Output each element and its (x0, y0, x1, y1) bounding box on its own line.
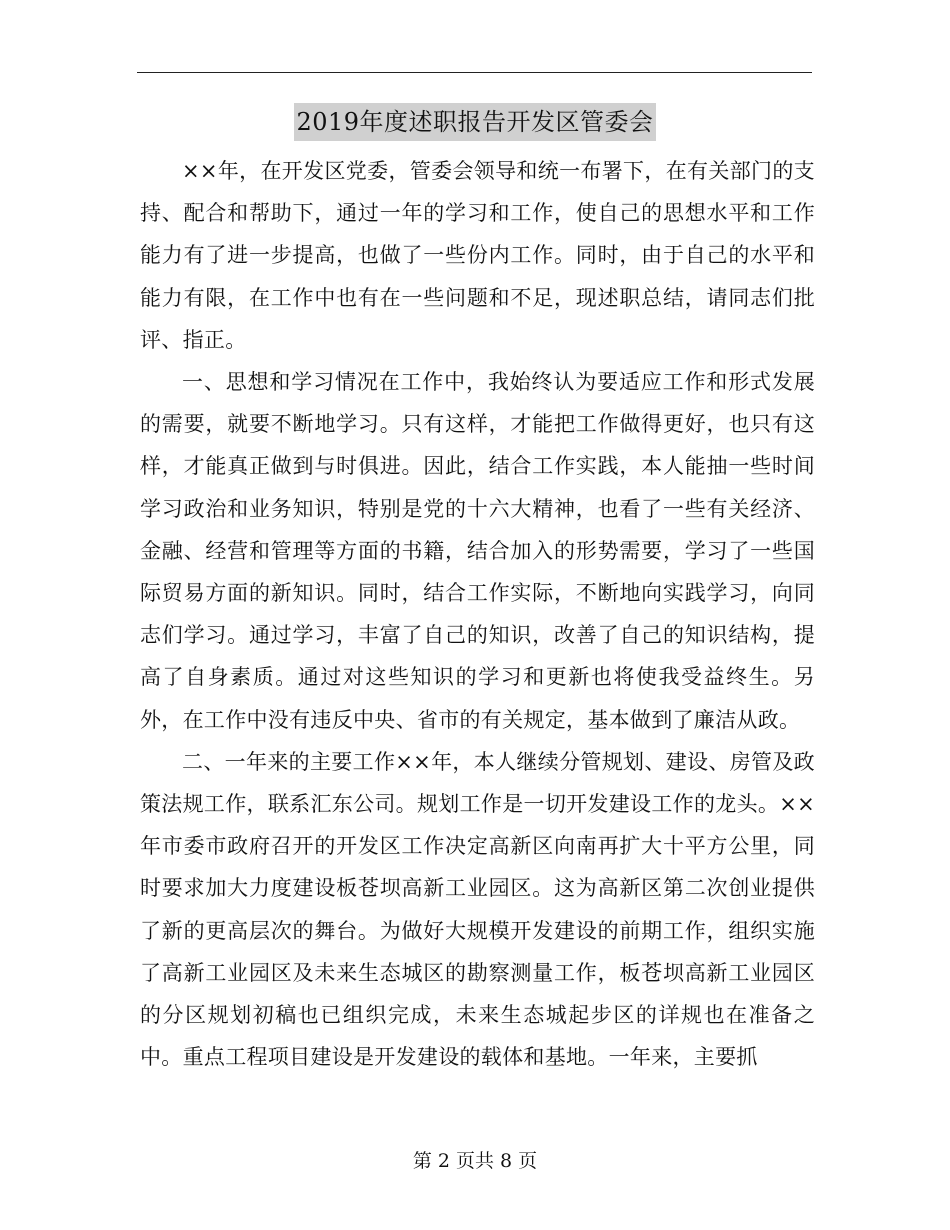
document-body (140, 150, 815, 1078)
page-footer: 第 2 页共 8 页 (412, 1150, 538, 1172)
title-container (0, 103, 950, 141)
paragraph-intro: ××年，在开发区党委，管委会领导和统一布署下，在有关部门的支持、配合和帮助下，通过一年的学习和工作，使自己的思想水平和工作能力有了进一步提高，也做了一些份内工作。同时，由于自己的水平和能力有限，在工作中也有在一些问题和不足，现述职总结，请同志们批评、指正。 (140, 159, 815, 352)
document-title: 2019年度述职报告开发区管委会 (294, 103, 655, 141)
paragraph-work: 二、一年来的主要工作××年，本人继续分管规划、建设、房管及政策法规工作，联系汇东公司。规划工作是一切开发建设工作的龙头。××年市委市政府召开的开发区工作决定高新区向南再扩大十平方公里，同时要求加大力度建设板苍坝高新工业园区。这为高新区第二次创业提供了新的更高层次的舞台。为做好大规模开发建设的前期工作，组织实施了高新工业园区及未来生态城区的勘察测量工作，板苍坝高新工业园区的分区规划初稿也已组织完成，未来生态城起步区的详规也在准备之中。重点工程项目建设是开发建设的载体和基地。一年来，主要抓 (140, 749, 815, 1070)
header-rule (137, 72, 812, 73)
paragraph-study: 一、思想和学习情况在工作中，我始终认为要适应工作和形式发展的需要，就要不断地学习。只有这样，才能把工作做得更好，也只有这样，才能真正做到与时俱进。因此，结合工作实践，本人能抽一些时间学习政治和业务知识，特别是党的十六大精神，也看了一些有关经济、金融、经营和管理等方面的书籍，结合加入的形势需要，学习了一些国际贸易方面的新知识。同时，结合工作实际，不断地向实践学习，向同志们学习。通过学习，丰富了自己的知识，改善了自己的知识结构，提高了自身素质。通过对这些知识的学习和更新也将使我受益终生。另外，在工作中没有违反中央、省市的有关规定，基本做到了廉洁从政。 (140, 370, 815, 732)
